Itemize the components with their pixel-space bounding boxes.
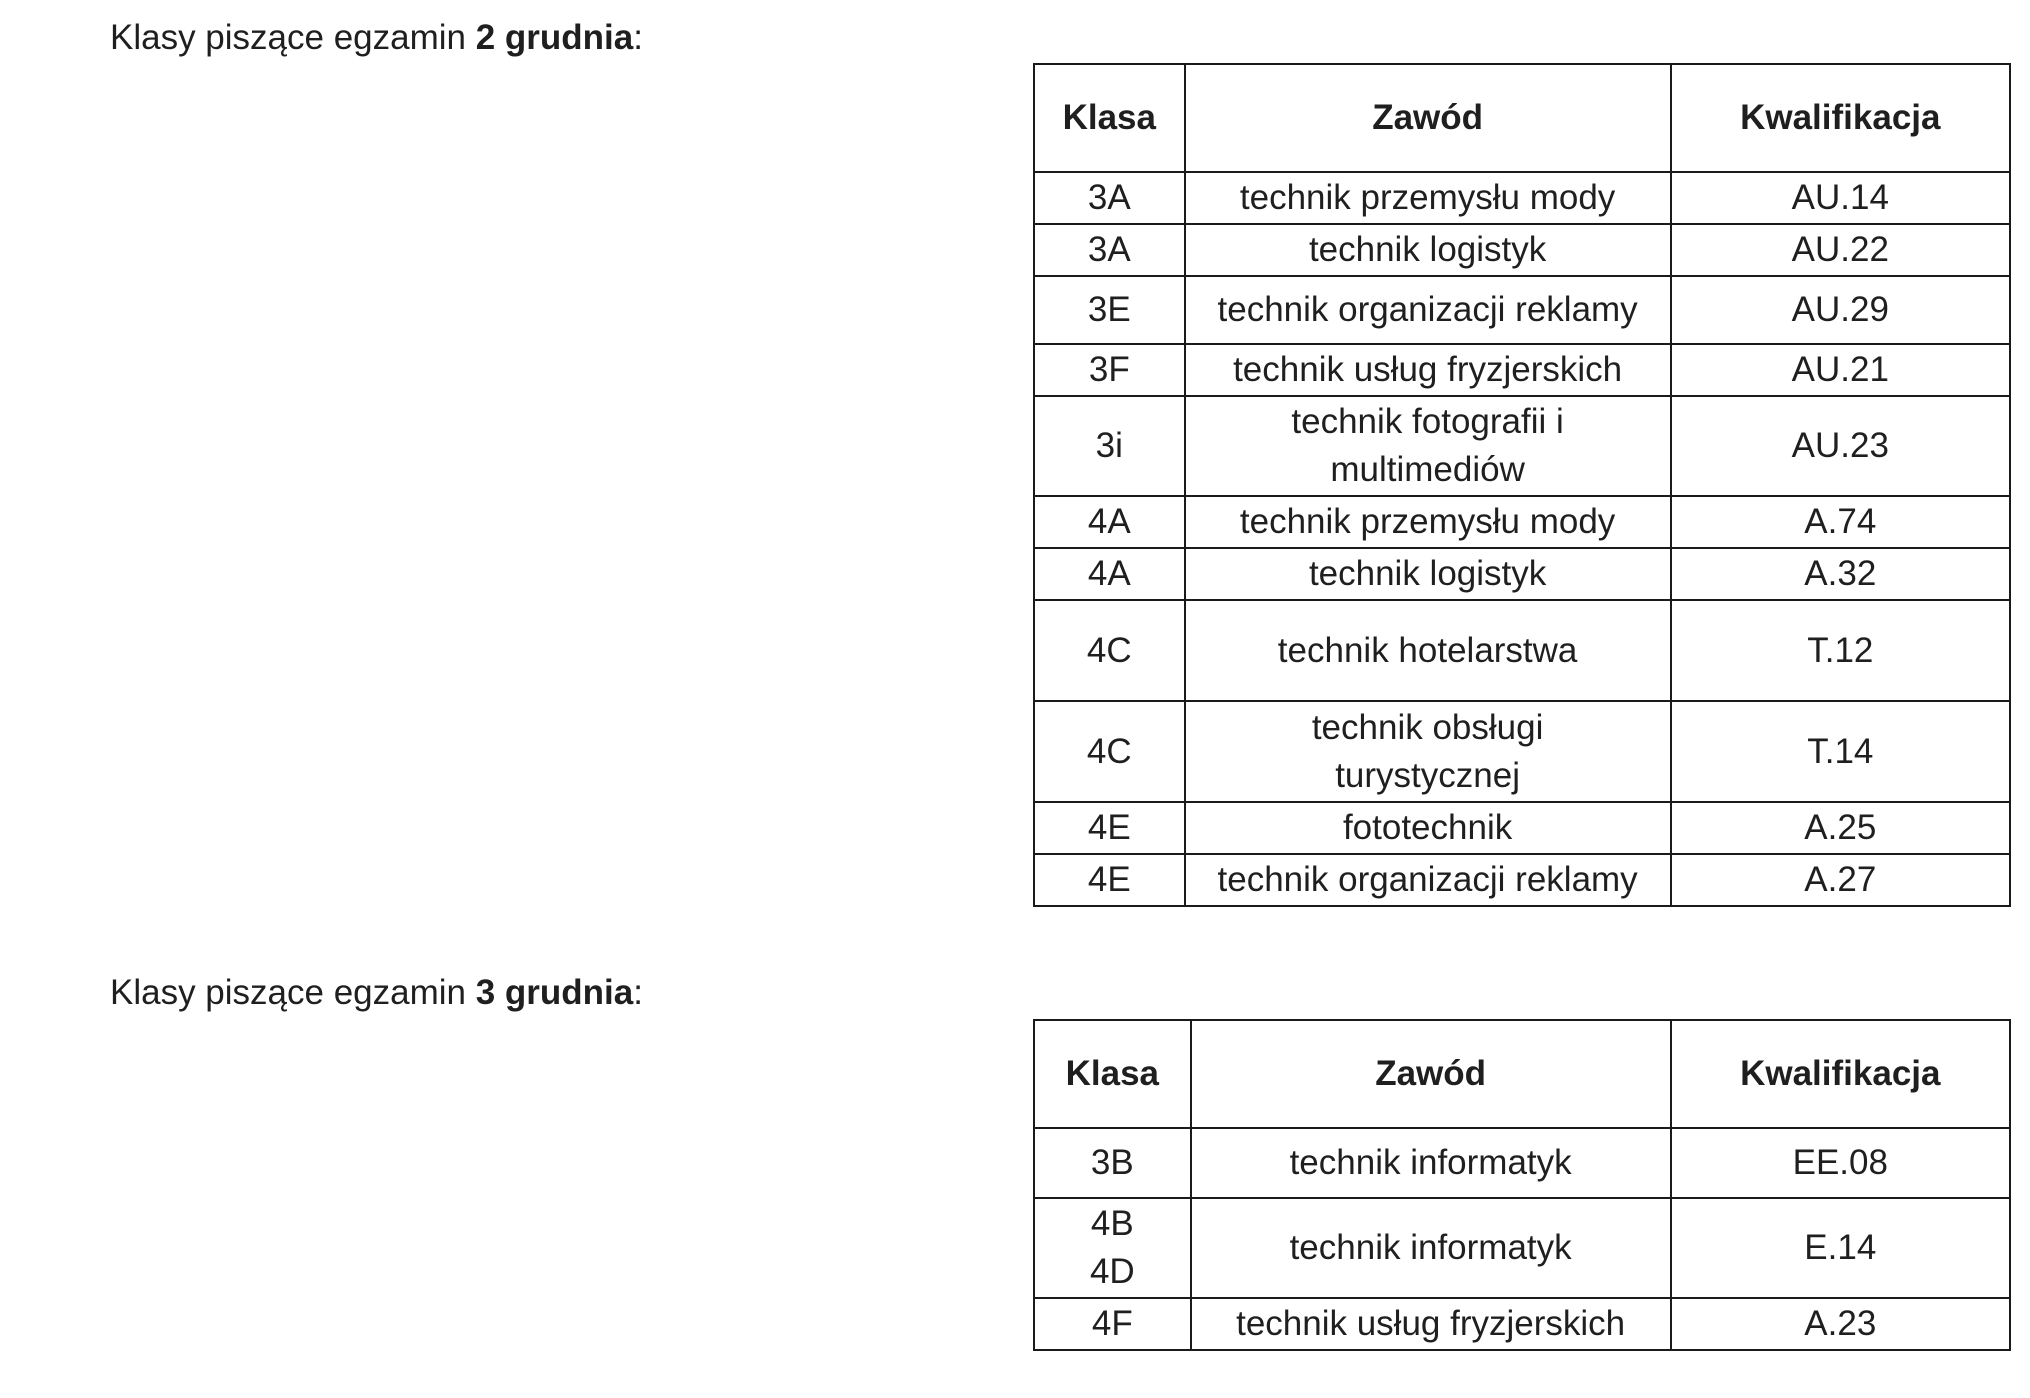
cell-kwalifikacja: AU.21 — [1671, 344, 2010, 396]
table-header-row — [1034, 1020, 2010, 1128]
table-header-row — [1034, 64, 2010, 172]
heading-suffix: : — [633, 18, 643, 57]
cell-kwalifikacja: T.12 — [1671, 600, 2010, 701]
cell-klasa: 3E — [1034, 276, 1185, 344]
cell-kwalifikacja: A.27 — [1671, 854, 2010, 906]
cell-zawod: technik usług fryzjerskich — [1185, 344, 1671, 396]
column-header-zawod: Zawód — [1185, 64, 1671, 172]
cell-klasa: 4C — [1034, 600, 1185, 701]
heading-date: 2 grudnia — [475, 18, 634, 57]
cell-zawod: technik obsługi turystycznej — [1185, 701, 1671, 802]
cell-zawod: technik informatyk — [1191, 1128, 1671, 1198]
table-row — [1034, 1298, 2010, 1350]
cell-kwalifikacja: A.32 — [1671, 548, 2010, 600]
heading-prefix: Klasy piszące egzamin — [110, 973, 476, 1012]
column-header-klasa: Klasa — [1034, 1020, 1191, 1128]
cell-kwalifikacja: A.23 — [1671, 1298, 2010, 1350]
table-row — [1034, 600, 2010, 701]
heading-suffix: : — [633, 973, 643, 1012]
table-row — [1034, 1128, 2010, 1198]
cell-klasa-line: 4B — [1090, 1204, 1134, 1243]
cell-klasa: 3A — [1034, 224, 1185, 276]
cell-klasa: 3A — [1034, 172, 1185, 224]
cell-kwalifikacja: AU.14 — [1671, 172, 2010, 224]
column-header-klasa: Klasa — [1034, 64, 1185, 172]
cell-klasa — [1034, 1198, 1191, 1298]
cell-klasa: 4A — [1034, 496, 1185, 548]
cell-zawod: technik logistyk — [1185, 224, 1671, 276]
cell-klasa: 4F — [1034, 1298, 1191, 1350]
table-row — [1034, 224, 2010, 276]
exam-table-dec-2 — [1033, 63, 2011, 907]
column-header-kwalifikacja: Kwalifikacja — [1671, 64, 2010, 172]
column-header-kwalifikacja: Kwalifikacja — [1671, 1020, 2010, 1128]
cell-zawod: technik usług fryzjerskich — [1191, 1298, 1671, 1350]
table-row — [1034, 496, 2010, 548]
column-header-zawod: Zawód — [1191, 1020, 1671, 1128]
table-row — [1034, 344, 2010, 396]
cell-zawod: technik logistyk — [1185, 548, 1671, 600]
cell-zawod: technik organizacji reklamy — [1185, 854, 1671, 906]
table-row — [1034, 396, 2010, 496]
cell-klasa: 4E — [1034, 854, 1185, 906]
cell-kwalifikacja: T.14 — [1671, 701, 2010, 802]
cell-klasa: 3B — [1034, 1128, 1191, 1198]
cell-kwalifikacja: AU.23 — [1671, 396, 2010, 496]
table-row — [1034, 172, 2010, 224]
cell-klasa-line: 4D — [1089, 1252, 1135, 1291]
cell-zawod: technik przemysłu mody — [1185, 172, 1671, 224]
cell-kwalifikacja: E.14 — [1671, 1198, 2010, 1298]
heading-prefix: Klasy piszące egzamin — [110, 18, 476, 57]
heading-date: 3 grudnia — [475, 973, 634, 1012]
exam-heading-dec-3 — [110, 971, 643, 1015]
table-row — [1034, 548, 2010, 600]
cell-zawod: technik hotelarstwa — [1185, 600, 1671, 701]
exam-table-dec-3 — [1033, 1019, 2011, 1351]
cell-kwalifikacja: A.25 — [1671, 802, 2010, 854]
cell-klasa: 4C — [1034, 701, 1185, 802]
table-row — [1034, 854, 2010, 906]
cell-kwalifikacja: AU.29 — [1671, 276, 2010, 344]
table-row — [1034, 802, 2010, 854]
cell-klasa: 4A — [1034, 548, 1185, 600]
cell-klasa: 3i — [1034, 396, 1185, 496]
table-row — [1034, 276, 2010, 344]
cell-zawod: technik fotografii i multimediów — [1185, 396, 1671, 496]
table-row — [1034, 701, 2010, 802]
cell-zawod: technik przemysłu mody — [1185, 496, 1671, 548]
cell-klasa: 3F — [1034, 344, 1185, 396]
cell-zawod: fototechnik — [1185, 802, 1671, 854]
cell-kwalifikacja: AU.22 — [1671, 224, 2010, 276]
cell-kwalifikacja: A.74 — [1671, 496, 2010, 548]
exam-heading-dec-2 — [110, 16, 643, 60]
cell-kwalifikacja: EE.08 — [1671, 1128, 2010, 1198]
cell-zawod: technik informatyk — [1191, 1198, 1671, 1298]
table-row — [1034, 1198, 2010, 1298]
cell-klasa: 4E — [1034, 802, 1185, 854]
cell-zawod: technik organizacji reklamy — [1185, 276, 1671, 344]
